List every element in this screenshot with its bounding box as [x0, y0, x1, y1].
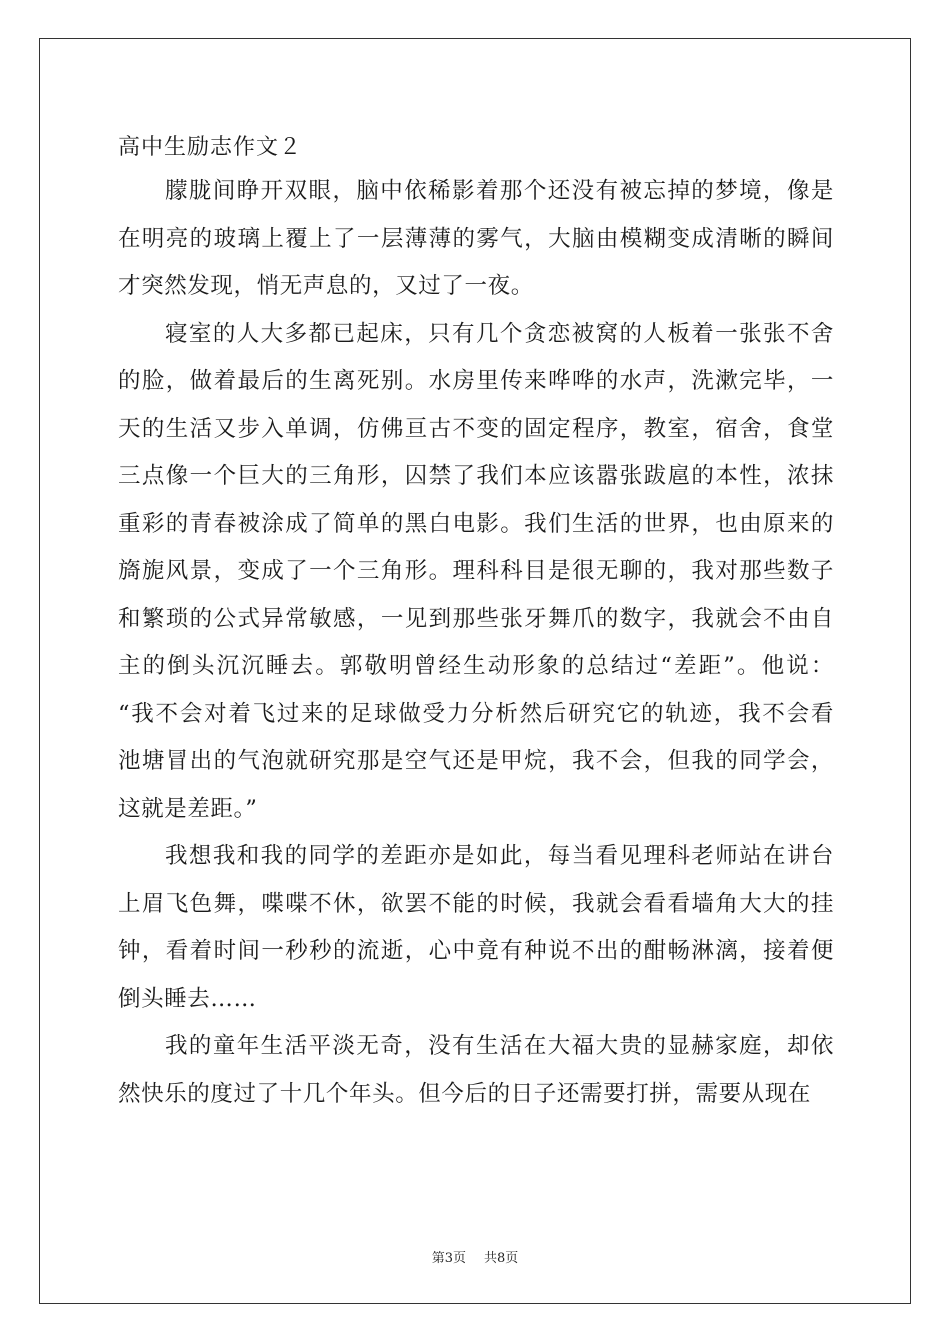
page-footer [0, 1247, 950, 1266]
paragraph-line: 上眉飞色舞，喋喋不休，欲罢不能的时候，我就会看看墙角大大的挂 [118, 890, 834, 917]
paragraph-line: 在明亮的玻璃上覆上了一层薄薄的雾气，大脑由模糊变成清晰的瞬间 [118, 225, 834, 252]
paragraph-line: 三点像一个巨大的三角形，囚禁了我们本应该嚣张跋扈的本性，浓抹 [118, 463, 834, 489]
paragraph-line: 寝室的人大多都已起床，只有几个贪恋被窝的人板着一张张不舍 [165, 320, 834, 347]
paragraph-line: 重彩的青春被涂成了简单的黑白电影。我们生活的世界，也由原来的 [118, 510, 834, 537]
page-number-total: 共8页 [484, 1251, 519, 1266]
paragraph-line: 然快乐的度过了十几个年头。但今后的日子还需要打拼，需要从现在 [118, 1080, 812, 1107]
paragraph-line: 我的童年生活平淡无奇，没有生活在大福大贵的显赫家庭，却依 [165, 1033, 834, 1059]
paragraph-line: 旖旎风景，变成了一个三角形。理科科目是很无聊的，我对那些数子 [118, 558, 834, 584]
paragraph-list [118, 168, 834, 1118]
paragraph [118, 168, 834, 311]
paragraph-line: 主的倒头沉沉睡去。郭敬明曾经生动形象的总结过“差距”。他说： [118, 653, 834, 679]
paragraph-line: 和繁琐的公式异常敏感，一见到那些张牙舞爪的数字，我就会不由自 [118, 605, 834, 632]
paragraph-line: 天的生活又步入单调，仿佛亘古不变的固定程序，教室，宿舍，食堂 [118, 415, 834, 442]
paragraph-line: 的脸，做着最后的生离死别。水房里传来哗哗的水声，洗漱完毕，一 [118, 368, 834, 394]
page-number-current: 第3页 [431, 1251, 466, 1266]
paragraph-line: 池塘冒出的气泡就研究那是空气还是甲烷，我不会，但我的同学会， [118, 748, 834, 774]
paragraph-line: 我想我和我的同学的差距亦是如此，每当看见理科老师站在讲台 [165, 843, 834, 869]
paragraph-line: “我不会对着飞过来的足球做受力分析然后研究它的轨迹，我不会看 [118, 700, 834, 727]
paragraph-line: 钟，看着时间一秒秒的流逝，心中竟有种说不出的酣畅淋漓，接着便 [118, 938, 834, 964]
document-title: 高中生励志作文２ [118, 135, 303, 160]
paragraph-line: 朦胧间睁开双眼，脑中依稀影着那个还没有被忘掉的梦境，像是 [165, 178, 834, 204]
paragraph [118, 833, 834, 1023]
paragraph-line: 倒头睡去…… [118, 985, 257, 1012]
document-body [118, 128, 834, 1118]
paragraph [118, 1023, 834, 1118]
paragraph [118, 311, 834, 834]
paragraph-line: 才突然发现，悄无声息的，又过了一夜。 [118, 273, 534, 299]
paragraph-line: 这就是差距。” [118, 795, 258, 822]
